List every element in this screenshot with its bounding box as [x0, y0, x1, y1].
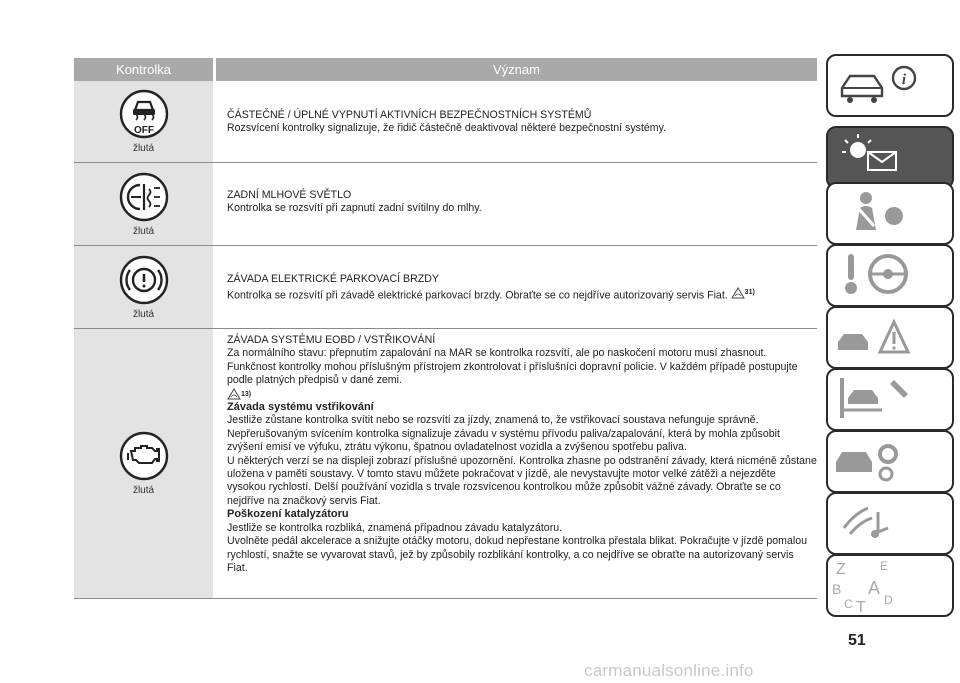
key-steering-wheel-icon	[828, 246, 952, 305]
warning-triangle-icon	[731, 287, 745, 299]
row-subheading: Poškození katalyzátoru	[227, 508, 349, 521]
row-paragraph: Jestliže zůstane kontrolka svítit nebo se rozsvítí za jízdy, znamená to, že vstřikovací soustava nefunguje správně. Nepřerušovaným svícením kontrolka signalizuje závadu v systému přívodu paliva/zapalování, která by mohla způsobit zvýšení emisí ve výfuku, ztrátu výkonu, špatnou ovladatelnost vozidla a zvýšenou spotřebu paliva.	[227, 414, 780, 454]
esc-off-icon	[119, 89, 169, 139]
driving-tab[interactable]	[826, 244, 954, 307]
warning-reference: 13)	[227, 388, 817, 401]
row-subheading: Závada systému vstřikování	[227, 401, 374, 414]
warning-light-envelope-icon	[828, 128, 952, 187]
header-kontrolka: Kontrolka	[74, 58, 213, 81]
color-label: žlutá	[132, 143, 155, 154]
row-title: ZÁVADA ELEKTRICKÉ PARKOVACÍ BRZDY	[227, 273, 439, 285]
svg-text:C: C	[844, 597, 853, 611]
row-title: ZÁVADA SYSTÉMU EOBD / VSTŘIKOVÁNÍ	[227, 334, 436, 346]
warning-reference: 31)	[731, 286, 755, 299]
row-text: Rozsvícení kontrolky signalizuje, že řidič částečně deaktivoval některé bezpečnostní systémy.	[227, 122, 667, 135]
svg-text:i: i	[901, 72, 907, 88]
row-paragraph: U některých verzí se na displeji zobrazí příslušné upozornění. Kontrolka zhasne po odstranění závady, která nicméně zůstane uložena v paměti soustavy. V tomto stavu můžete pokračovat v jízdě, ale nevystavujte motor velké zátěži a nejezděte vysokou rychlostí. Delší používání vozidla s trvale rozsvícenou kontrolkou může způsobit vážné závady. Obraťte se co nejdříve na značkový servis Fiat.	[227, 454, 817, 507]
row-paragraph: Za normálního stavu: přepnutím zapalování na MAR se kontrolka rozsvítí, ale po naskočení motoru musí zhasnout. Funkčnost kontrolky mohou příslušným přístrojem zkontrolovat i příslušníci dopravní policie. V každém případě postupujte podle platných předpisů v dané zemi.	[227, 347, 798, 387]
multimedia-tab[interactable]	[826, 492, 954, 555]
car-lift-wrench-icon	[828, 370, 952, 429]
rear-fog-light-icon	[119, 172, 169, 222]
row-paragraph: Uvolněte pedál akcelerace a snižujte otáčky motoru, dokud nepřestane kontrolka přestala blikat. Pokračujte v jízdě pomalou rychlostí, snažte se vyvarovat stavů, jež by způsobily rozblikání kontrolky, a co nejdříve se obraťte na autorizovaný servis Fiat.	[227, 535, 808, 574]
car-info-icon	[828, 56, 952, 115]
car-gears-icon	[828, 432, 952, 491]
parking-brake-fault-icon	[119, 255, 169, 305]
row-title: ZADNÍ MLHOVÉ SVĚTLO	[227, 189, 352, 201]
color-label: žlutá	[132, 308, 155, 320]
car-info-tab[interactable]	[826, 54, 954, 117]
table-row	[74, 246, 817, 329]
emergency-tab[interactable]	[826, 306, 954, 369]
index-tab[interactable]	[826, 554, 954, 617]
svg-text:Z: Z	[836, 561, 846, 578]
maintenance-tab[interactable]	[826, 368, 954, 431]
page-number: 51	[848, 632, 866, 649]
row-text: Kontrolka se rozsvítí při závadě elektrické parkovací brzdy. Obraťte se co nejdříve autorizovaný servis Fiat.	[227, 290, 728, 303]
safety-tab[interactable]	[826, 182, 954, 245]
color-label: žlutá	[132, 485, 155, 496]
engine-check-icon	[119, 431, 169, 481]
row-paragraph: Jestliže se kontrolka rozbliká, znamená případnou závadu katalyzátoru.	[227, 521, 563, 534]
warning-triangle-icon	[227, 388, 241, 400]
row-text: Kontrolka se rozsvítí při zapnutí zadní svítilny do mlhy.	[227, 202, 482, 215]
media-signal-icon	[828, 494, 952, 553]
warning-lights-table	[74, 58, 817, 599]
warning-lights-tab[interactable]	[826, 126, 954, 189]
svg-text:D: D	[884, 593, 893, 607]
svg-text:B: B	[832, 581, 842, 597]
svg-text:E: E	[880, 559, 889, 573]
watermark: carmanualsonline.info	[584, 661, 754, 680]
row-title: ČÁSTEČNÉ / ÚPLNÉ VYPNUTÍ AKTIVNÍCH BEZPEČNOSTNÍCH SYSTÉMŮ	[227, 109, 592, 121]
svg-text:T: T	[856, 599, 866, 615]
seatbelt-airbag-icon	[828, 184, 952, 243]
header-vyznam: Význam	[216, 58, 817, 81]
technical-data-tab[interactable]	[826, 430, 954, 493]
table-header	[74, 58, 817, 81]
table-row	[74, 329, 817, 599]
table-row	[74, 81, 817, 163]
svg-text:OFF: OFF	[133, 125, 154, 136]
color-label: žlutá	[132, 225, 155, 237]
table-row	[74, 163, 817, 246]
warning-triangle-car-icon	[828, 308, 952, 367]
svg-text:A: A	[868, 578, 881, 598]
alphabet-index-icon	[828, 556, 952, 615]
